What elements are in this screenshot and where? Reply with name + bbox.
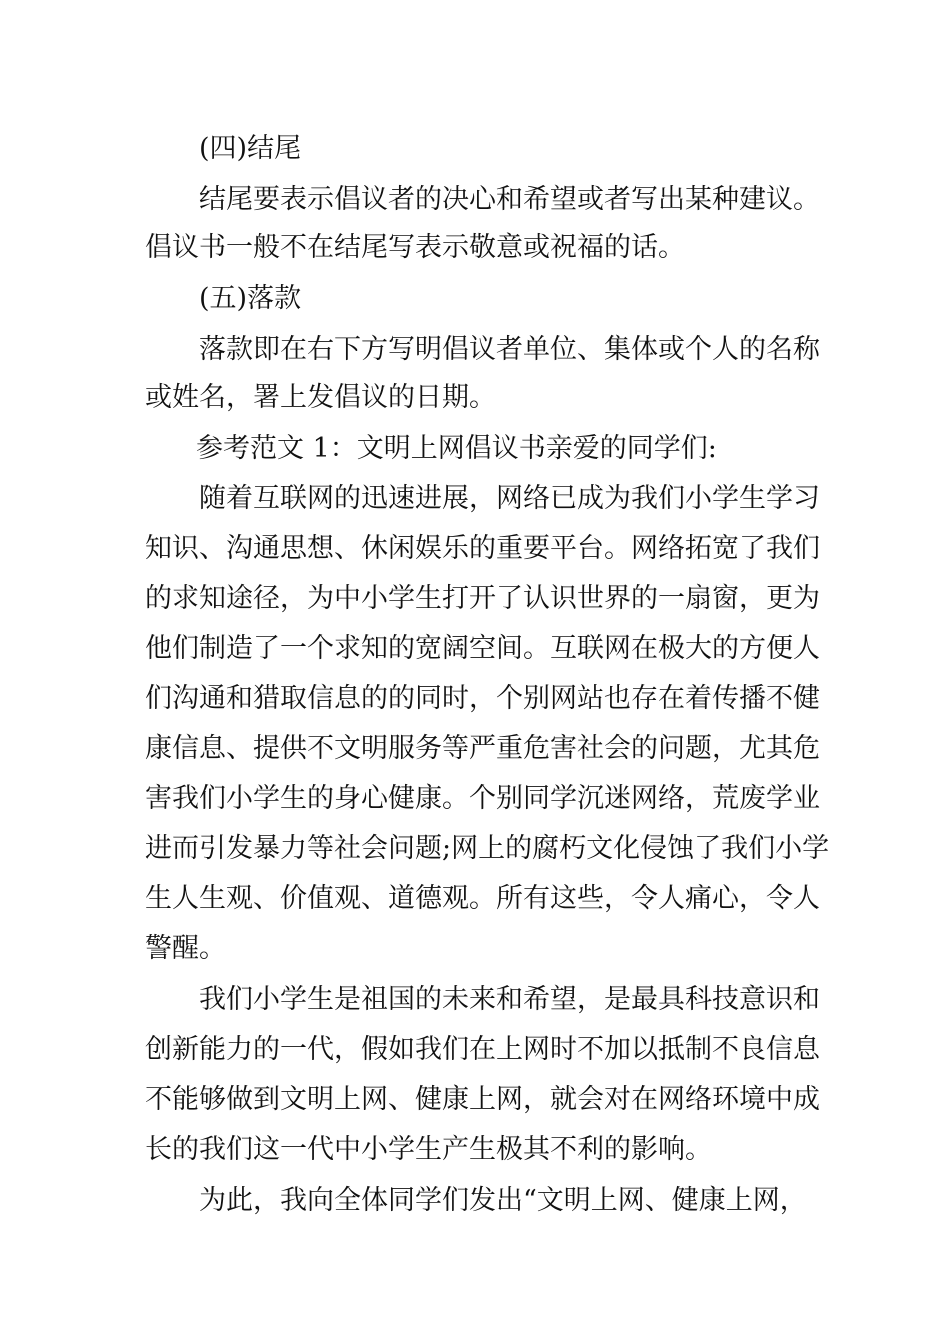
paragraph-1-line-6: 康信息、提供不文明服务等严重危害社会的问题，尤其危	[145, 733, 820, 764]
paragraph-1-line-10: 警醒。	[145, 933, 226, 964]
paragraph-2-line-1: 我们小学生是祖国的未来和希望，是最具科技意识和	[199, 984, 820, 1015]
section-four-line-2: 倡议书一般不在结尾写表示敬意或祝福的话。	[145, 232, 685, 263]
paragraph-1-line-5: 们沟通和猎取信息的的同时，个别网站也存在着传播不健	[145, 683, 820, 714]
paragraph-1-line-3: 的求知途径，为中小学生打开了认识世界的一扇窗，更为	[145, 583, 820, 614]
section-five-heading: (五)落款	[199, 283, 302, 314]
paragraph-2-line-4: 长的我们这一代中小学生产生极其不利的影响。	[145, 1134, 712, 1165]
paragraph-1-line-2: 知识、沟通思想、休闲娱乐的重要平台。网络拓宽了我们	[145, 533, 820, 564]
sample-heading: 参考范文 1：文明上网倡议书亲爱的同学们:	[196, 433, 717, 464]
paragraph-1-line-1: 随着互联网的迅速进展，网络已成为我们小学生学习	[199, 483, 820, 514]
section-four-heading: (四)结尾	[199, 133, 302, 164]
paragraph-1-line-4: 他们制造了一个求知的宽阔空间。互联网在极大的方便人	[145, 633, 820, 664]
paragraph-3-line-1: 为此，我向全体同学们发出“文明上网、健康上网，	[199, 1185, 807, 1216]
paragraph-2-line-2: 创新能力的一代，假如我们在上网时不加以抵制不良信息	[145, 1034, 820, 1065]
section-five-line-1: 落款即在右下方写明倡议者单位、集体或个人的名称	[199, 334, 820, 365]
paragraph-1-line-8: 进而引发暴力等社会问题;网上的腐朽文化侵蚀了我们小学	[145, 833, 830, 864]
paragraph-1-line-9: 生人生观、价值观、道德观。所有这些，令人痛心，令人	[145, 883, 820, 914]
section-five-line-2: 或姓名，署上发倡议的日期。	[145, 382, 496, 413]
section-four-line-1: 结尾要表示倡议者的决心和希望或者写出某种建议。	[199, 184, 820, 215]
paragraph-2-line-3: 不能够做到文明上网、健康上网，就会对在网络环境中成	[145, 1084, 820, 1115]
paragraph-1-line-7: 害我们小学生的身心健康。个别同学沉迷网络，荒废学业	[145, 783, 820, 814]
